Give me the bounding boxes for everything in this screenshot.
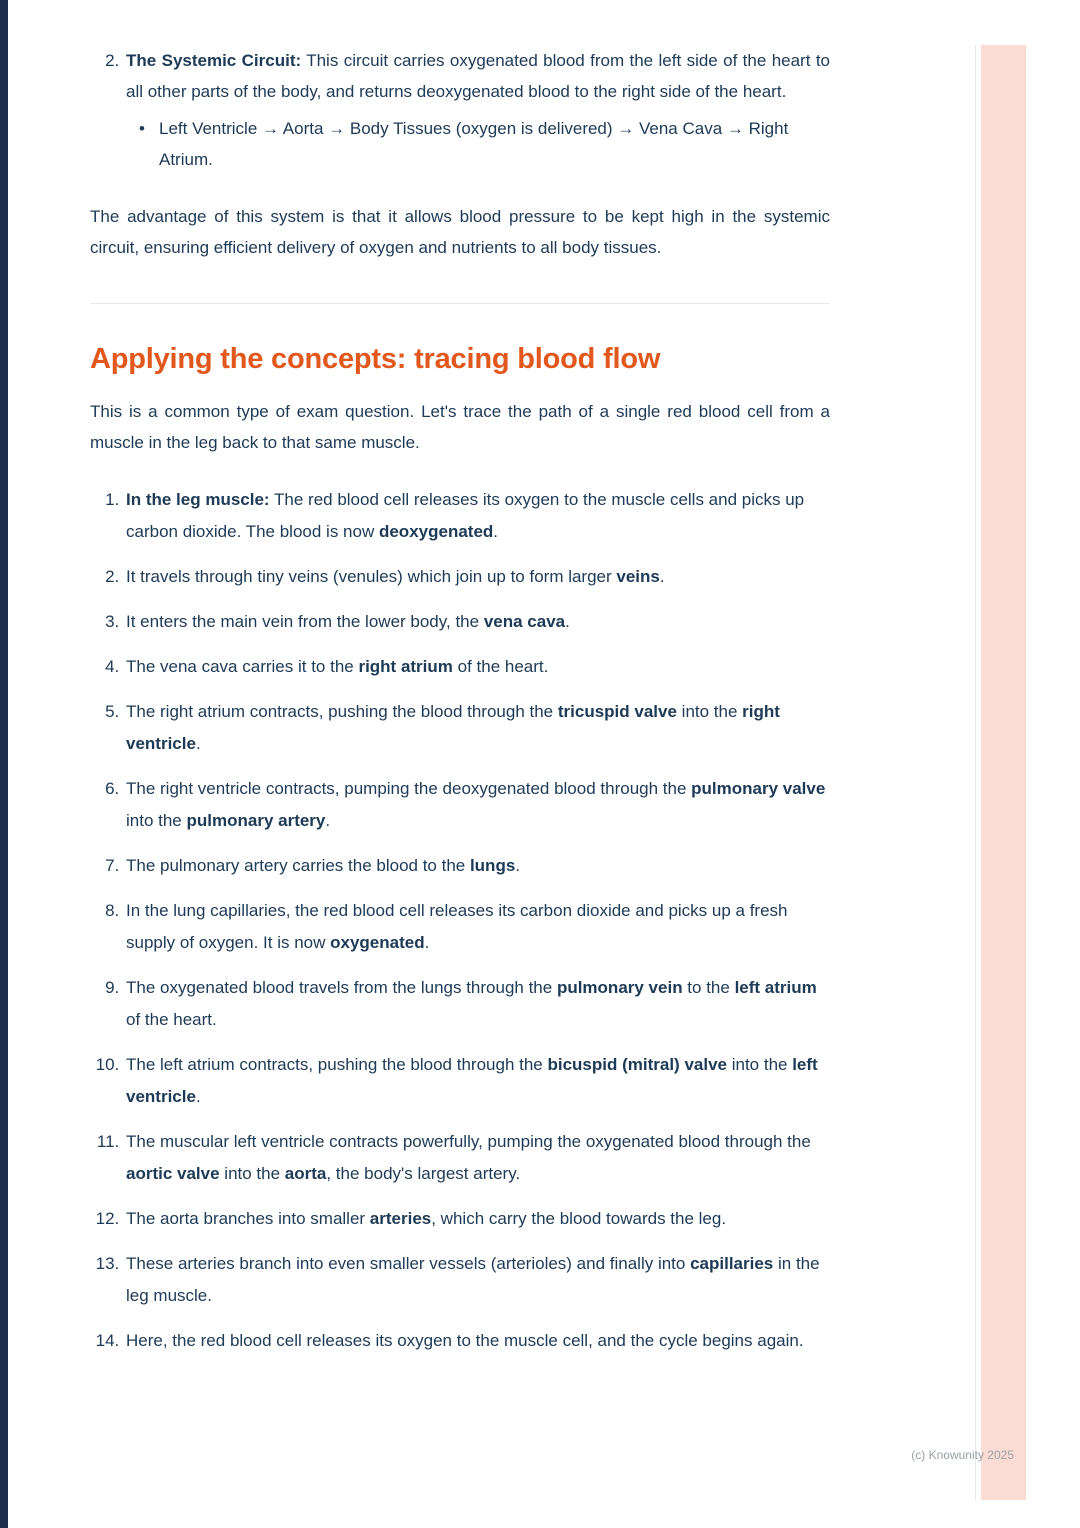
copyright-footer: (c) Knowunity 2025 xyxy=(911,1448,1014,1462)
circuit-list xyxy=(90,45,830,175)
section-divider xyxy=(90,303,830,304)
trace-step: 8. In the lung capillaries, the red blood cell releases its carbon dioxide and picks up a fresh supply of oxygen. It is now oxygenated. xyxy=(124,895,830,959)
right-highlight-strip xyxy=(981,45,1026,1500)
trace-step: 7. The pulmonary artery carries the blood to the lungs. xyxy=(124,850,830,882)
bullet-icon: • xyxy=(139,119,145,138)
section-heading: Applying the concepts: tracing blood flow xyxy=(90,343,661,375)
systemic-circuit-text: The Systemic Circuit: This circuit carries oxygenated blood from the left side of the heart to all other parts of the body, and returns deoxygenated blood to the right side of the heart. xyxy=(126,51,831,101)
trace-step: 13. These arteries branch into even smaller vessels (arterioles) and finally into capillaries in the leg muscle. xyxy=(124,1248,830,1312)
advantage-paragraph: The advantage of this system is that it allows blood pressure to be kept high in the systemic circuit, ensuring efficient delivery of oxygen and nutrients to all body tissues. xyxy=(90,207,830,257)
document-content xyxy=(90,45,830,1370)
trace-step: 6. The right ventricle contracts, pumping the deoxygenated blood through the pulmonary valve into the pulmonary artery. xyxy=(124,773,830,837)
trace-step: 14. Here, the red blood cell releases its oxygen to the muscle cell, and the cycle begins again. xyxy=(124,1325,830,1357)
systemic-circuit-item xyxy=(124,45,830,175)
page-left-accent-bar xyxy=(0,0,8,1528)
trace-step: 10. The left atrium contracts, pushing the blood through the bicuspid (mitral) valve into the left ventricle. xyxy=(124,1049,830,1113)
trace-step: 3. It enters the main vein from the lower body, the vena cava. xyxy=(124,606,830,638)
section-intro: This is a common type of exam question. Let's trace the path of a single red blood cell from a muscle in the leg back to that same muscle. xyxy=(90,402,830,452)
trace-step: 9. The oxygenated blood travels from the lungs through the pulmonary vein to the left atrium of the heart. xyxy=(124,972,830,1036)
trace-step: 4. The vena cava carries it to the right atrium of the heart. xyxy=(124,651,830,683)
trace-step: 1. In the leg muscle: The red blood cell releases its oxygen to the muscle cells and picks up carbon dioxide. The blood is now deoxygenated. xyxy=(124,484,830,548)
systemic-flow-text: Left Ventricle → Aorta → Body Tissues (oxygen is delivered) → Vena Cava → Right Atrium. xyxy=(159,119,789,169)
right-margin-line xyxy=(975,45,976,1500)
trace-step: 12. The aorta branches into smaller arteries, which carry the blood towards the leg. xyxy=(124,1203,830,1235)
trace-step: 11. The muscular left ventricle contracts powerfully, pumping the oxygenated blood through the aortic valve into the aorta, the body's largest artery. xyxy=(124,1126,830,1190)
systemic-flow-list xyxy=(126,113,830,175)
trace-step: 5. The right atrium contracts, pushing the blood through the tricuspid valve into the right ventricle. xyxy=(124,696,830,760)
trace-step: 2. It travels through tiny veins (venules) which join up to form larger veins. xyxy=(124,561,830,593)
trace-steps-list xyxy=(90,484,830,1357)
systemic-flow-item xyxy=(139,113,830,175)
